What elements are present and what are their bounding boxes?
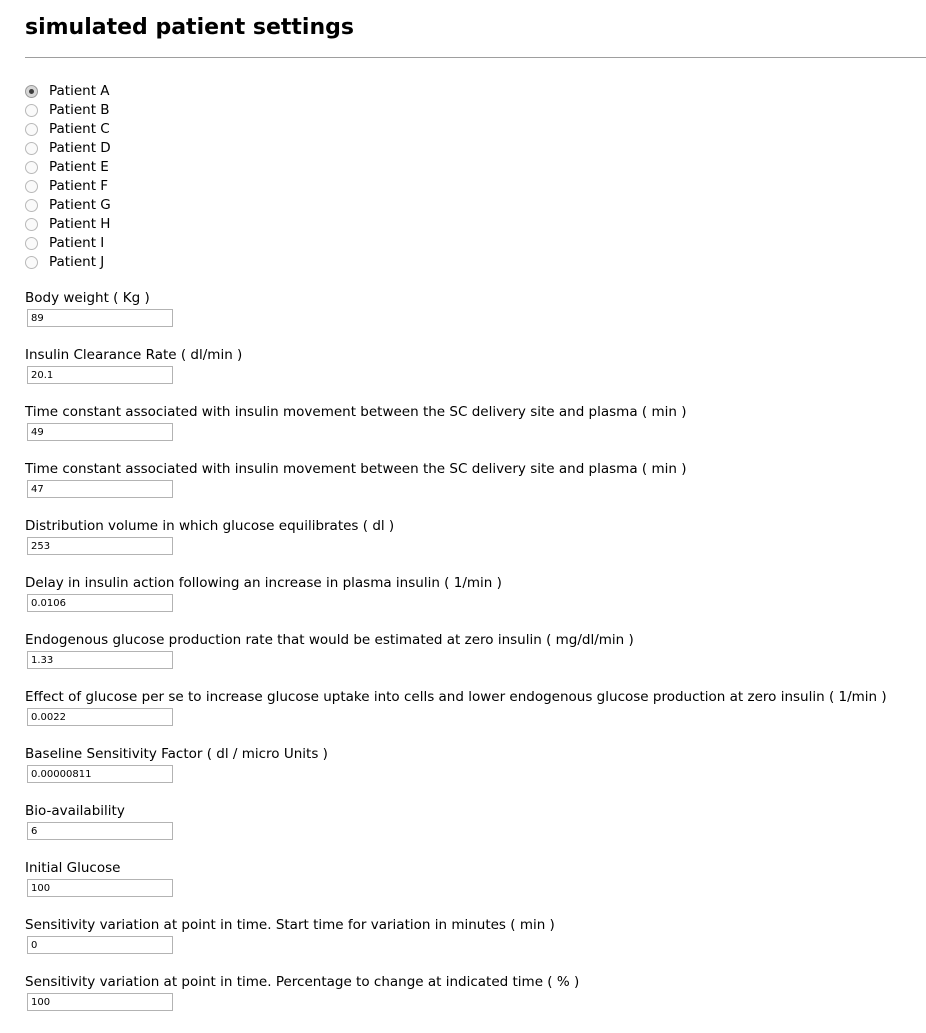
patient-label: Patient I bbox=[49, 235, 105, 251]
field-insulin-action-delay bbox=[25, 575, 887, 632]
radio-button-g[interactable] bbox=[25, 199, 38, 212]
title-divider bbox=[25, 57, 926, 58]
time-constant-2-input[interactable] bbox=[27, 480, 173, 498]
field-label: Delay in insulin action following an increase in plasma insulin ( 1/min ) bbox=[25, 575, 502, 591]
field-time-constant-2 bbox=[25, 461, 887, 518]
radio-button-d[interactable] bbox=[25, 142, 38, 155]
patient-option-j[interactable] bbox=[25, 253, 111, 272]
patient-parameters-form bbox=[25, 290, 887, 1031]
field-label: Bio-availability bbox=[25, 803, 125, 819]
patient-option-i[interactable] bbox=[25, 234, 111, 253]
field-sensitivity-variation-start bbox=[25, 917, 887, 974]
insulin-clearance-rate-input[interactable] bbox=[27, 366, 173, 384]
field-label: Baseline Sensitivity Factor ( dl / micro Units ) bbox=[25, 746, 328, 762]
radio-button-f[interactable] bbox=[25, 180, 38, 193]
patient-option-g[interactable] bbox=[25, 196, 111, 215]
field-label: Time constant associated with insulin movement between the SC delivery site and plasma ( min ) bbox=[25, 461, 687, 477]
endogenous-glucose-production-input[interactable] bbox=[27, 651, 173, 669]
field-time-constant-1 bbox=[25, 404, 887, 461]
field-label: Time constant associated with insulin movement between the SC delivery site and plasma ( min ) bbox=[25, 404, 687, 420]
initial-glucose-input[interactable] bbox=[27, 879, 173, 897]
field-endogenous-glucose-production bbox=[25, 632, 887, 689]
distribution-volume-input[interactable] bbox=[27, 537, 173, 555]
field-label: Sensitivity variation at point in time. Start time for variation in minutes ( min ) bbox=[25, 917, 555, 933]
patient-label: Patient C bbox=[49, 121, 110, 137]
patient-label: Patient F bbox=[49, 178, 109, 194]
patient-option-h[interactable] bbox=[25, 215, 111, 234]
patient-label: Patient B bbox=[49, 102, 110, 118]
patient-option-e[interactable] bbox=[25, 158, 111, 177]
patient-option-c[interactable] bbox=[25, 120, 111, 139]
field-label: Insulin Clearance Rate ( dl/min ) bbox=[25, 347, 243, 363]
patient-option-a[interactable] bbox=[25, 82, 111, 101]
field-insulin-clearance-rate bbox=[25, 347, 887, 404]
field-glucose-effectiveness bbox=[25, 689, 887, 746]
baseline-sensitivity-input[interactable] bbox=[27, 765, 173, 783]
field-bio-availability bbox=[25, 803, 887, 860]
patient-option-d[interactable] bbox=[25, 139, 111, 158]
radio-button-j[interactable] bbox=[25, 256, 38, 269]
radio-button-a[interactable] bbox=[25, 85, 38, 98]
patient-label: Patient E bbox=[49, 159, 109, 175]
radio-button-h[interactable] bbox=[25, 218, 38, 231]
field-sensitivity-variation-percent bbox=[25, 974, 887, 1031]
radio-button-b[interactable] bbox=[25, 104, 38, 117]
patient-label: Patient D bbox=[49, 140, 111, 156]
field-label: Distribution volume in which glucose equilibrates ( dl ) bbox=[25, 518, 395, 534]
field-baseline-sensitivity bbox=[25, 746, 887, 803]
patient-label: Patient G bbox=[49, 197, 111, 213]
patient-label: Patient A bbox=[49, 83, 110, 99]
insulin-action-delay-input[interactable] bbox=[27, 594, 173, 612]
body-weight-input[interactable] bbox=[27, 309, 173, 327]
time-constant-1-input[interactable] bbox=[27, 423, 173, 441]
field-initial-glucose bbox=[25, 860, 887, 917]
patient-label: Patient J bbox=[49, 254, 105, 270]
glucose-effectiveness-input[interactable] bbox=[27, 708, 173, 726]
patient-label: Patient H bbox=[49, 216, 111, 232]
field-label: Effect of glucose per se to increase glucose uptake into cells and lower endogenous glucose production at zero insulin ( 1/min ) bbox=[25, 689, 887, 705]
sensitivity-variation-start-input[interactable] bbox=[27, 936, 173, 954]
patient-radio-group bbox=[25, 82, 111, 272]
bio-availability-input[interactable] bbox=[27, 822, 173, 840]
field-label: Body weight ( Kg ) bbox=[25, 290, 150, 306]
sensitivity-variation-percent-input[interactable] bbox=[27, 993, 173, 1011]
patient-option-b[interactable] bbox=[25, 101, 111, 120]
radio-button-e[interactable] bbox=[25, 161, 38, 174]
field-label: Initial Glucose bbox=[25, 860, 121, 876]
radio-button-c[interactable] bbox=[25, 123, 38, 136]
radio-button-i[interactable] bbox=[25, 237, 38, 250]
page-title: simulated patient settings bbox=[25, 15, 354, 40]
field-label: Endogenous glucose production rate that would be estimated at zero insulin ( mg/dl/min ) bbox=[25, 632, 634, 648]
field-distribution-volume bbox=[25, 518, 887, 575]
field-label: Sensitivity variation at point in time. Percentage to change at indicated time ( % ) bbox=[25, 974, 580, 990]
patient-option-f[interactable] bbox=[25, 177, 111, 196]
field-body-weight bbox=[25, 290, 887, 347]
